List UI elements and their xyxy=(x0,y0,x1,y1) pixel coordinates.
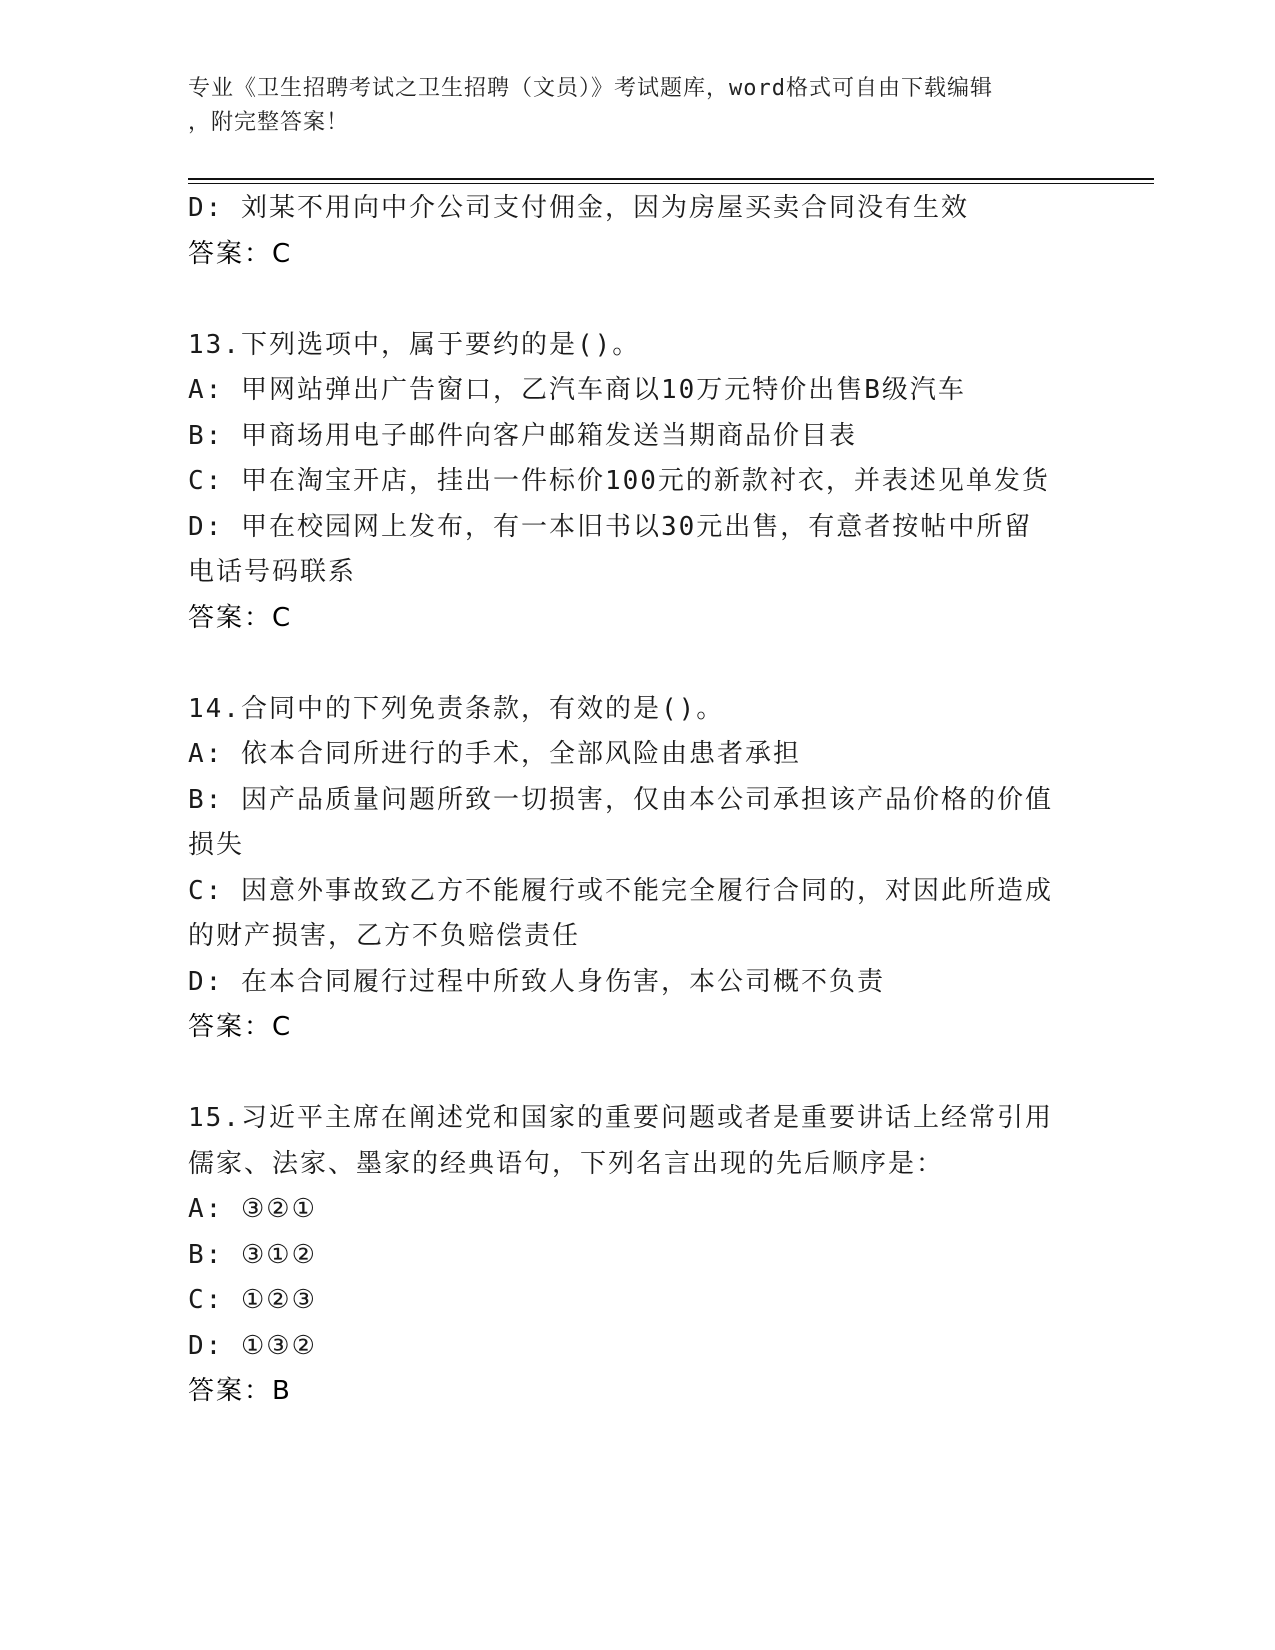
document-header xyxy=(188,72,1068,140)
option-b: B: 甲商场用电子邮件向客户邮箱发送当期商品价目表 xyxy=(188,420,857,451)
answer-line: 答案：C xyxy=(188,602,293,633)
question-block-12-tail xyxy=(188,186,1068,277)
block-spacer xyxy=(188,277,1068,323)
option-a: A: ③②① xyxy=(188,1194,317,1224)
option-b: B: ③①② xyxy=(188,1239,317,1270)
question-stem: 14.合同中的下列免责条款，有效的是()。 xyxy=(188,693,725,724)
question-block-15 xyxy=(188,1096,1068,1415)
option-d: D: ①③② xyxy=(188,1330,317,1361)
answer-line: 答案：C xyxy=(188,1012,293,1042)
option-c: C: 因意外事故致乙方不能履行或不能完全履行合同的，对因此所造成 xyxy=(188,875,1053,906)
header-line-1: 专业《卫生招聘考试之卫生招聘（文员）》考试题库，word格式可自由下载编辑 xyxy=(188,76,993,101)
option-c: C: 甲在淘宝开店，挂出一件标价100元的新款衬衣，并表述见单发货 xyxy=(188,466,1050,496)
option-b: B: 因产品质量问题所致一切损害，仅由本公司承担该产品价格的价值 xyxy=(188,784,1053,815)
question-block-13 xyxy=(188,323,1068,642)
option-d: D: 刘某不用向中介公司支付佣金，因为房屋买卖合同没有生效 xyxy=(188,193,969,223)
answer-line: 答案：C xyxy=(188,238,293,269)
question-stem: 15.习近平主席在阐述党和国家的重要问题或者是重要讲话上经常引用 xyxy=(188,1103,1053,1133)
answer-line: 答案：B xyxy=(188,1376,292,1406)
option-d-continued: 电话号码联系 xyxy=(188,557,357,587)
option-d: D: 甲在校园网上发布，有一本旧书以30元出售，有意者按帖中所留 xyxy=(188,511,1033,542)
option-a: A: 依本合同所进行的手术，全部风险由患者承担 xyxy=(188,739,801,769)
block-spacer xyxy=(188,641,1068,687)
block-spacer xyxy=(188,1051,1068,1097)
header-line-2: ，附完整答案！ xyxy=(188,110,350,135)
question-list xyxy=(188,186,1068,1415)
option-b-continued: 损失 xyxy=(188,830,245,860)
option-a: A: 甲网站弹出广告窗口，乙汽车商以10万元特价出售B级汽车 xyxy=(188,375,966,405)
option-d: D: 在本合同履行过程中所致人身伤害，本公司概不负责 xyxy=(188,966,885,997)
header-rule-thin xyxy=(188,183,1154,184)
header-rule-thick xyxy=(188,178,1154,180)
question-stem-continued: 儒家、法家、墨家的经典语句，下列名言出现的先后顺序是： xyxy=(188,1148,945,1179)
question-block-14 xyxy=(188,687,1068,1051)
option-c: C: ①②③ xyxy=(188,1285,317,1315)
option-c-continued: 的财产损害，乙方不负赔偿责任 xyxy=(188,921,581,951)
question-stem: 13.下列选项中，属于要约的是()。 xyxy=(188,329,641,360)
